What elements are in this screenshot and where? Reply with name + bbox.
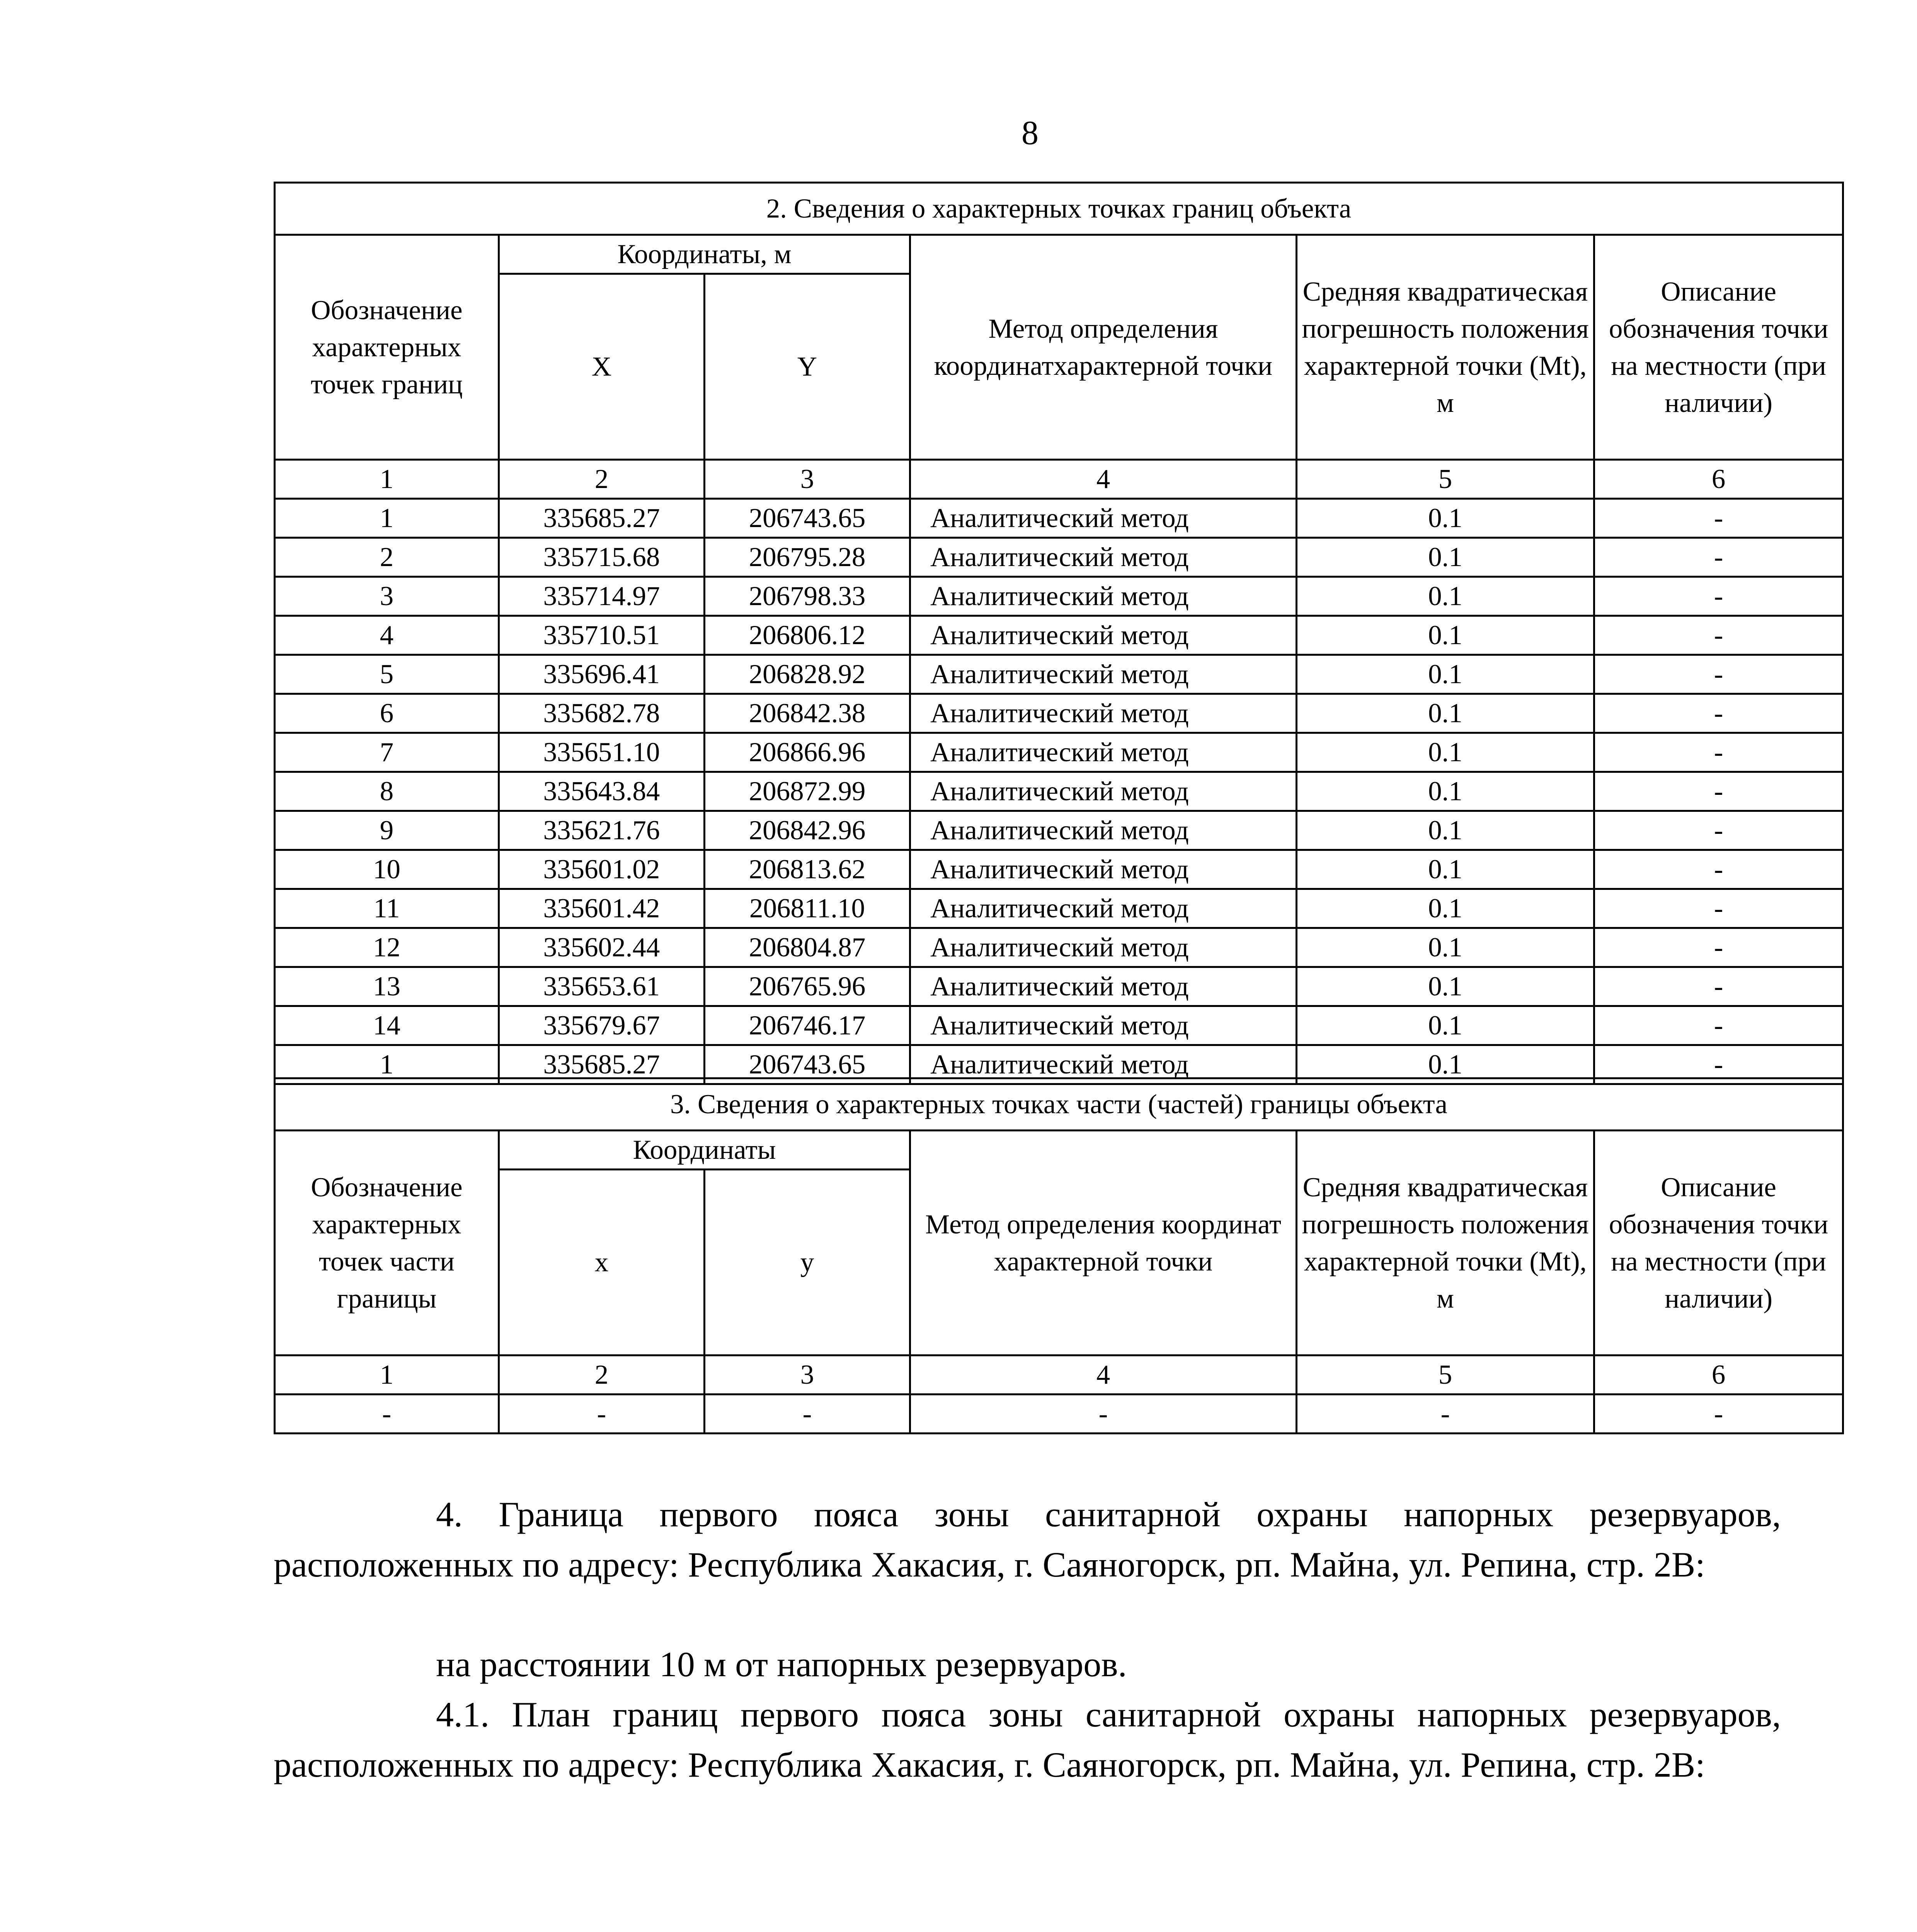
point-x: 335621.76	[499, 811, 705, 850]
column-number: 5	[1297, 1355, 1594, 1395]
point-id: 10	[275, 850, 499, 889]
point-y: 206828.92	[705, 655, 910, 694]
boundary-part-points-table	[274, 1077, 1844, 1434]
point-error: 0.1	[1297, 772, 1594, 811]
point-id: 9	[275, 811, 499, 850]
point-method: Аналитический метод	[910, 811, 1297, 850]
point-id: 7	[275, 733, 499, 772]
point-id: 8	[275, 772, 499, 811]
point-description: -	[1594, 694, 1843, 733]
point-error: 0.1	[1297, 538, 1594, 577]
point-error: 0.1	[1297, 616, 1594, 655]
point-error: 0.1	[1297, 889, 1594, 928]
point-description: -	[1594, 850, 1843, 889]
point-method: Аналитический метод	[910, 1045, 1297, 1084]
point-x: 335651.10	[499, 733, 705, 772]
header-method: Метод определения координат характерной точки	[910, 1131, 1297, 1355]
header-designation: Обозначение характерных точек части границы	[275, 1131, 499, 1355]
point-y: 206795.28	[705, 538, 910, 577]
column-number: 1	[275, 460, 499, 499]
table-caption: 2. Сведения о характерных точках границ объекта	[275, 183, 1843, 235]
point-y: 206866.96	[705, 733, 910, 772]
point-id: 3	[275, 577, 499, 616]
point-error: 0.1	[1297, 928, 1594, 967]
table-row	[275, 616, 1843, 655]
table-row	[275, 928, 1843, 967]
point-y: 206811.10	[705, 889, 910, 928]
point-method: Аналитический метод	[910, 1006, 1297, 1045]
point-description: -	[1594, 889, 1843, 928]
column-number: 3	[705, 460, 910, 499]
part-point-description: -	[1594, 1395, 1843, 1434]
point-y: 206806.12	[705, 616, 910, 655]
point-description: -	[1594, 538, 1843, 577]
point-x: 335714.97	[499, 577, 705, 616]
table-row	[275, 577, 1843, 616]
point-id: 13	[275, 967, 499, 1006]
header-coordinates: Координаты	[499, 1131, 910, 1170]
point-error: 0.1	[1297, 967, 1594, 1006]
header-x: X	[499, 274, 705, 460]
table-row	[275, 655, 1843, 694]
table-row	[275, 499, 1843, 538]
point-id: 14	[275, 1006, 499, 1045]
column-number: 4	[910, 460, 1297, 499]
point-method: Аналитический метод	[910, 538, 1297, 577]
table-row	[275, 811, 1843, 850]
point-description: -	[1594, 928, 1843, 967]
point-error: 0.1	[1297, 1045, 1594, 1084]
column-number: 2	[499, 460, 705, 499]
table-row	[275, 772, 1843, 811]
header-method: Метод определения координатхарактерной точки	[910, 235, 1297, 460]
paragraph-plan-title: 4.1. План границ первого пояса зоны санитарной охраны напорных резервуаров, расположенных по адресу: Республика Хакасия, г. Саяногорск, рп. Майна, ул. Репина, стр. 2В:	[274, 1695, 1781, 1784]
point-x: 335685.27	[499, 499, 705, 538]
part-point-error: -	[1297, 1395, 1594, 1434]
header-x: x	[499, 1170, 705, 1355]
column-number-row	[275, 1355, 1843, 1395]
header-description: Описание обозначения точки на местности (при наличии)	[1594, 1131, 1843, 1355]
point-x: 335682.78	[499, 694, 705, 733]
point-id: 12	[275, 928, 499, 967]
column-number: 2	[499, 1355, 705, 1395]
point-description: -	[1594, 655, 1843, 694]
column-number: 5	[1297, 460, 1594, 499]
point-method: Аналитический метод	[910, 772, 1297, 811]
point-error: 0.1	[1297, 577, 1594, 616]
table-row	[275, 733, 1843, 772]
point-y: 206842.96	[705, 811, 910, 850]
point-y: 206813.62	[705, 850, 910, 889]
point-description: -	[1594, 577, 1843, 616]
point-x: 335601.42	[499, 889, 705, 928]
paragraph-distance: на расстоянии 10 м от напорных резервуаров.	[436, 1645, 1127, 1684]
point-id: 2	[275, 538, 499, 577]
point-error: 0.1	[1297, 694, 1594, 733]
point-description: -	[1594, 1006, 1843, 1045]
point-id: 6	[275, 694, 499, 733]
point-y: 206798.33	[705, 577, 910, 616]
table-row	[275, 1395, 1843, 1434]
paragraph-zone-boundary: 4. Граница первого пояса зоны санитарной охраны напорных резервуаров, расположенных по адресу: Республика Хакасия, г. Саяногорск, рп. Майна, ул. Репина, стр. 2В:	[274, 1495, 1781, 1584]
point-method: Аналитический метод	[910, 733, 1297, 772]
point-method: Аналитический метод	[910, 616, 1297, 655]
part-point-y: -	[705, 1395, 910, 1434]
point-method: Аналитический метод	[910, 577, 1297, 616]
point-y: 206872.99	[705, 772, 910, 811]
point-x: 335685.27	[499, 1045, 705, 1084]
point-y: 206743.65	[705, 1045, 910, 1084]
point-error: 0.1	[1297, 655, 1594, 694]
point-y: 206743.65	[705, 499, 910, 538]
point-x: 335696.41	[499, 655, 705, 694]
table-caption: 3. Сведения о характерных точках части (частей) границы объекта	[275, 1078, 1843, 1131]
point-description: -	[1594, 811, 1843, 850]
point-error: 0.1	[1297, 499, 1594, 538]
point-id: 11	[275, 889, 499, 928]
page-number-text: 8	[1021, 114, 1039, 152]
column-number: 4	[910, 1355, 1297, 1395]
point-description: -	[1594, 733, 1843, 772]
header-designation: Обозначение характерных точек границ	[275, 235, 499, 460]
column-number-row	[275, 460, 1843, 499]
point-description: -	[1594, 616, 1843, 655]
part-point-x: -	[499, 1395, 705, 1434]
point-error: 0.1	[1297, 850, 1594, 889]
point-x: 335602.44	[499, 928, 705, 967]
header-coordinates: Координаты, м	[499, 235, 910, 274]
point-id: 1	[275, 499, 499, 538]
point-x: 335679.67	[499, 1006, 705, 1045]
table-row	[275, 694, 1843, 733]
header-y: Y	[705, 274, 910, 460]
point-description: -	[1594, 772, 1843, 811]
point-id: 4	[275, 616, 499, 655]
point-method: Аналитический метод	[910, 850, 1297, 889]
point-description: -	[1594, 1045, 1843, 1084]
header-error: Средняя квадратическая погрешность положения характерной точки (Mt), м	[1297, 235, 1594, 460]
point-method: Аналитический метод	[910, 967, 1297, 1006]
point-method: Аналитический метод	[910, 889, 1297, 928]
point-error: 0.1	[1297, 733, 1594, 772]
point-x: 335643.84	[499, 772, 705, 811]
point-x: 335710.51	[499, 616, 705, 655]
part-point-id: -	[275, 1395, 499, 1434]
header-y: y	[705, 1170, 910, 1355]
table-row	[275, 538, 1843, 577]
point-y: 206804.87	[705, 928, 910, 967]
point-method: Аналитический метод	[910, 499, 1297, 538]
boundary-points-table	[274, 182, 1844, 1085]
point-error: 0.1	[1297, 1006, 1594, 1045]
point-error: 0.1	[1297, 811, 1594, 850]
table-row	[275, 850, 1843, 889]
point-x: 335715.68	[499, 538, 705, 577]
point-description: -	[1594, 499, 1843, 538]
point-y: 206842.38	[705, 694, 910, 733]
page-number	[0, 112, 1917, 155]
header-error: Средняя квадратическая погрешность положения характерной точки (Mt), м	[1297, 1131, 1594, 1355]
point-description: -	[1594, 967, 1843, 1006]
point-y: 206746.17	[705, 1006, 910, 1045]
point-method: Аналитический метод	[910, 694, 1297, 733]
column-number: 6	[1594, 1355, 1843, 1395]
point-x: 335601.02	[499, 850, 705, 889]
point-x: 335653.61	[499, 967, 705, 1006]
table-row	[275, 1006, 1843, 1045]
point-id: 1	[275, 1045, 499, 1084]
column-number: 6	[1594, 460, 1843, 499]
column-number: 3	[705, 1355, 910, 1395]
header-description: Описание обозначения точки на местности (при наличии)	[1594, 235, 1843, 460]
table-row	[275, 967, 1843, 1006]
point-method: Аналитический метод	[910, 655, 1297, 694]
point-method: Аналитический метод	[910, 928, 1297, 967]
part-point-method: -	[910, 1395, 1297, 1434]
column-number: 1	[275, 1355, 499, 1395]
point-y: 206765.96	[705, 967, 910, 1006]
point-id: 5	[275, 655, 499, 694]
table-row	[275, 889, 1843, 928]
